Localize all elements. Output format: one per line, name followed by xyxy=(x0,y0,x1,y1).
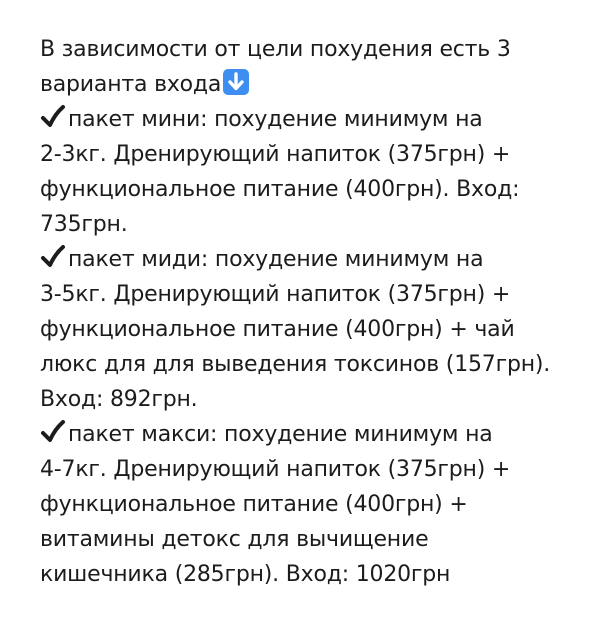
down-arrow-icon xyxy=(223,69,249,95)
checkmark-icon xyxy=(40,104,66,130)
intro-line-2-text: варианта входа xyxy=(40,72,222,97)
package-maxi-line-5: кишечника (285грн). Вход: 1020грн xyxy=(40,562,451,587)
package-midi-line-4: люкс для для выведения токсинов (157грн). xyxy=(40,352,551,377)
package-maxi-line-3: функциональное питание (400грн) + xyxy=(40,492,468,517)
checkmark-icon xyxy=(40,244,66,270)
package-maxi-line-1 xyxy=(40,417,580,452)
intro-line-1: В зависимости от цели похудения есть 3 xyxy=(40,37,511,62)
package-mini-line-2: 2-3кг. Дренирующий напиток (375грн) + xyxy=(40,142,511,167)
package-midi-line-3: функциональное питание (400грн) + чай xyxy=(40,317,515,342)
package-mini-line-3: функциональное питание (400грн). Вход: xyxy=(40,177,520,202)
checkmark-icon xyxy=(40,419,66,445)
package-mini-text: пакет мини: похудение минимум на xyxy=(68,107,483,132)
intro-line-2 xyxy=(40,67,580,102)
package-midi-line-2: 3-5кг. Дренирующий напиток (375грн) + xyxy=(40,282,511,307)
package-midi-line-1 xyxy=(40,242,580,277)
package-midi-line-5: Вход: 892грн. xyxy=(40,387,198,412)
package-mini-line-1 xyxy=(40,102,580,137)
package-midi-text: пакет миди: похудение минимум на xyxy=(68,247,484,272)
package-maxi-text: пакет макси: похудение минимум на xyxy=(68,422,493,447)
package-maxi-line-2: 4-7кг. Дренирующий напиток (375грн) + xyxy=(40,457,511,482)
note-text xyxy=(40,32,580,592)
package-maxi-line-4: витамины детокс для вычищение xyxy=(40,527,429,552)
package-mini-line-4: 735грн. xyxy=(40,212,128,237)
